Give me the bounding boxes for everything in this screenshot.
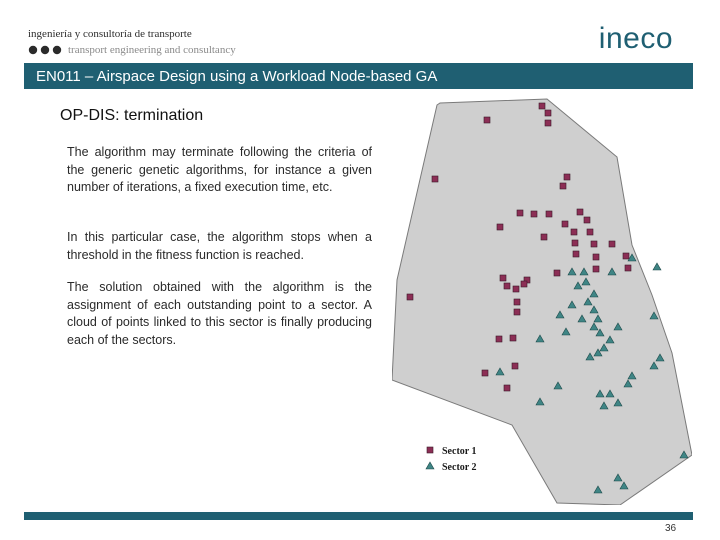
sector1-point [482, 370, 488, 376]
paragraph-solution: The solution obtained with the algorithm is the assignment of each outstanding point to a sector. A cloud of points linked to this sector is finally producing each of the sectors. [67, 280, 372, 347]
sector2-point [653, 263, 661, 270]
sector1-point [512, 363, 518, 369]
sector1-point [531, 211, 537, 217]
sector1-point [545, 110, 551, 116]
sector1-point [541, 234, 547, 240]
sector1-point [625, 265, 631, 271]
sector1-point [564, 174, 570, 180]
slide-title: EN011 – Airspace Design using a Workload Node-based GA [36, 68, 438, 85]
legend-sector1-label: Sector 1 [442, 446, 477, 457]
sector1-point [539, 103, 545, 109]
sector1-point [510, 335, 516, 341]
sector1-point [593, 254, 599, 260]
title-bar [24, 63, 693, 89]
sector1-point [504, 283, 510, 289]
sector1-point [521, 281, 527, 287]
sector1-point [609, 241, 615, 247]
sector1-point [517, 210, 523, 216]
sector1-point [573, 251, 579, 257]
sector1-point [496, 336, 502, 342]
sector-map [392, 95, 692, 505]
sector1-point [593, 266, 599, 272]
sector1-point [514, 309, 520, 315]
header-tagline-en: transport engineering and consultancy [68, 44, 236, 56]
legend-sector1-marker [427, 447, 433, 453]
header-tagline-es: ingeniería y consultoría de transporte [28, 28, 192, 40]
sector1-point [560, 183, 566, 189]
paragraph-criteria: The algorithm may terminate following the criteria of the generic genetic algorithms, for instance a given number of iterations, a fixed execution time, etc. [67, 145, 372, 194]
legend-sector2-label: Sector 2 [442, 462, 477, 473]
sector1-point [562, 221, 568, 227]
sector1-point [584, 217, 590, 223]
sector1-point [571, 229, 577, 235]
sector1-point [484, 117, 490, 123]
sector1-point [546, 211, 552, 217]
sector1-point [497, 224, 503, 230]
sector1-point [577, 209, 583, 215]
slide-subtitle: OP-DIS: termination [60, 107, 204, 124]
sector1-point [407, 294, 413, 300]
sector1-point [500, 275, 506, 281]
footer-bar [24, 512, 693, 520]
map-legend [426, 446, 477, 473]
paragraph-threshold: In this particular case, the algorithm stops when a threshold in the fitness function is reached. [67, 230, 372, 262]
airspace-area [392, 99, 692, 505]
sector1-point [432, 176, 438, 182]
sector1-point [554, 270, 560, 276]
sector1-point [545, 120, 551, 126]
sector1-point [623, 253, 629, 259]
sector1-point [587, 229, 593, 235]
sector1-point [572, 240, 578, 246]
legend-sector2-marker [426, 462, 434, 469]
brand-dots-icon [28, 44, 64, 56]
sector1-point [514, 299, 520, 305]
ineco-logo: ineco [598, 22, 673, 55]
sector1-point [513, 286, 519, 292]
page-number: 36 [665, 523, 677, 534]
sector1-point [591, 241, 597, 247]
sector1-point [504, 385, 510, 391]
